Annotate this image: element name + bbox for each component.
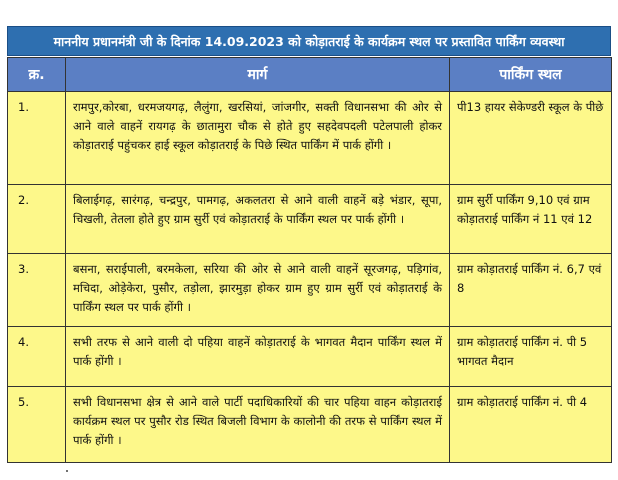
- row-parking-place: ग्राम कोड़ातराई पार्किंग नं. पी 5 भागवत मैदान: [450, 327, 612, 387]
- stray-dot: [66, 470, 68, 472]
- row-route: रामपुर,कोरबा, धरमजयगढ़, लैलुंगा, खरसियां, जांजगीर, सक्ती विधानसभा की ओर से आने वाले वाहनें रायगढ़ के छातामुरा चौक से होते हुए सहदेवपदली पटेलपाली होकर कोड़ातराई पहुंचकर हाई स्कूल कोड़ातराई के पिछे स्थित पार्किंग में पार्क होंगी ।: [66, 92, 450, 185]
- row-serial-no: 1.: [8, 92, 66, 185]
- header-serial-no: क्र.: [8, 58, 66, 92]
- row-parking-place: पी13 हायर सेकेण्डरी स्कूल के पीछे: [450, 92, 612, 185]
- table-row: [8, 387, 612, 463]
- table-row: [8, 327, 612, 387]
- row-route: बसना, सराईपाली, बरमकेला, सरिया की ओर से आने वाली वाहनें सूरजगढ़, पड़िगांव, मचिदा, ओड़ेकेरा, पुसौर, तड़ोला, झारमुड़ा होकर ग्राम हुए ग्राम सुर्री एवं कोड़ातराई के पार्किंग स्थल पर पार्क होंगी ।: [66, 254, 450, 327]
- row-parking-place: ग्राम कोड़ातराई पार्किंग नं. पी 4: [450, 387, 612, 463]
- header-parking-place: पार्किंग स्थल: [450, 58, 612, 92]
- row-parking-place: ग्राम कोड़ातराई पार्किंग नं. 6,7 एवं 8: [450, 254, 612, 327]
- document-title: माननीय प्रधानमंत्री जी के दिनांक 14.09.2023 को कोड़ातराई के कार्यक्रम स्थल पर प्रस्तावित पार्किंग व्यवस्था: [7, 26, 611, 56]
- row-serial-no: 2.: [8, 185, 66, 254]
- table-row: [8, 92, 612, 185]
- table-row: [8, 254, 612, 327]
- row-serial-no: 3.: [8, 254, 66, 327]
- row-parking-place: ग्राम सुर्री पार्किंग 9,10 एवं ग्राम कोड़ातराई पार्किंग नं 11 एवं 12: [450, 185, 612, 254]
- row-serial-no: 4.: [8, 327, 66, 387]
- row-route: सभी विधानसभा क्षेत्र से आने वाले पार्टी पदाधिकारियों की चार पहिया वाहन कोड़ातराई कार्यक्रम स्थल पर पुसौर रोड स्थित बिजली विभाग के कालोनी की तरफ से पार्किंग स्थल में पार्क होंगी ।: [66, 387, 450, 463]
- row-route: सभी तरफ से आने वाली दो पहिया वाहनें कोड़ातराई के भागवत मैदान पार्किंग स्थल में पार्क होंगी ।: [66, 327, 450, 387]
- table-row: [8, 185, 612, 254]
- parking-table: [7, 57, 612, 463]
- row-serial-no: 5.: [8, 387, 66, 463]
- table-header-row: [8, 58, 612, 92]
- header-route: मार्ग: [66, 58, 450, 92]
- row-route: बिलाईगढ़, सारंगढ़, चन्द्रपुर, पामगढ़, अकलतरा से आने वाली वाहनें बड़े भंडार, सूपा, चिखली, तेतला होते हुए ग्राम सुर्री एवं कोड़ातराई के पार्किंग स्थल पर पार्क होंगी ।: [66, 185, 450, 254]
